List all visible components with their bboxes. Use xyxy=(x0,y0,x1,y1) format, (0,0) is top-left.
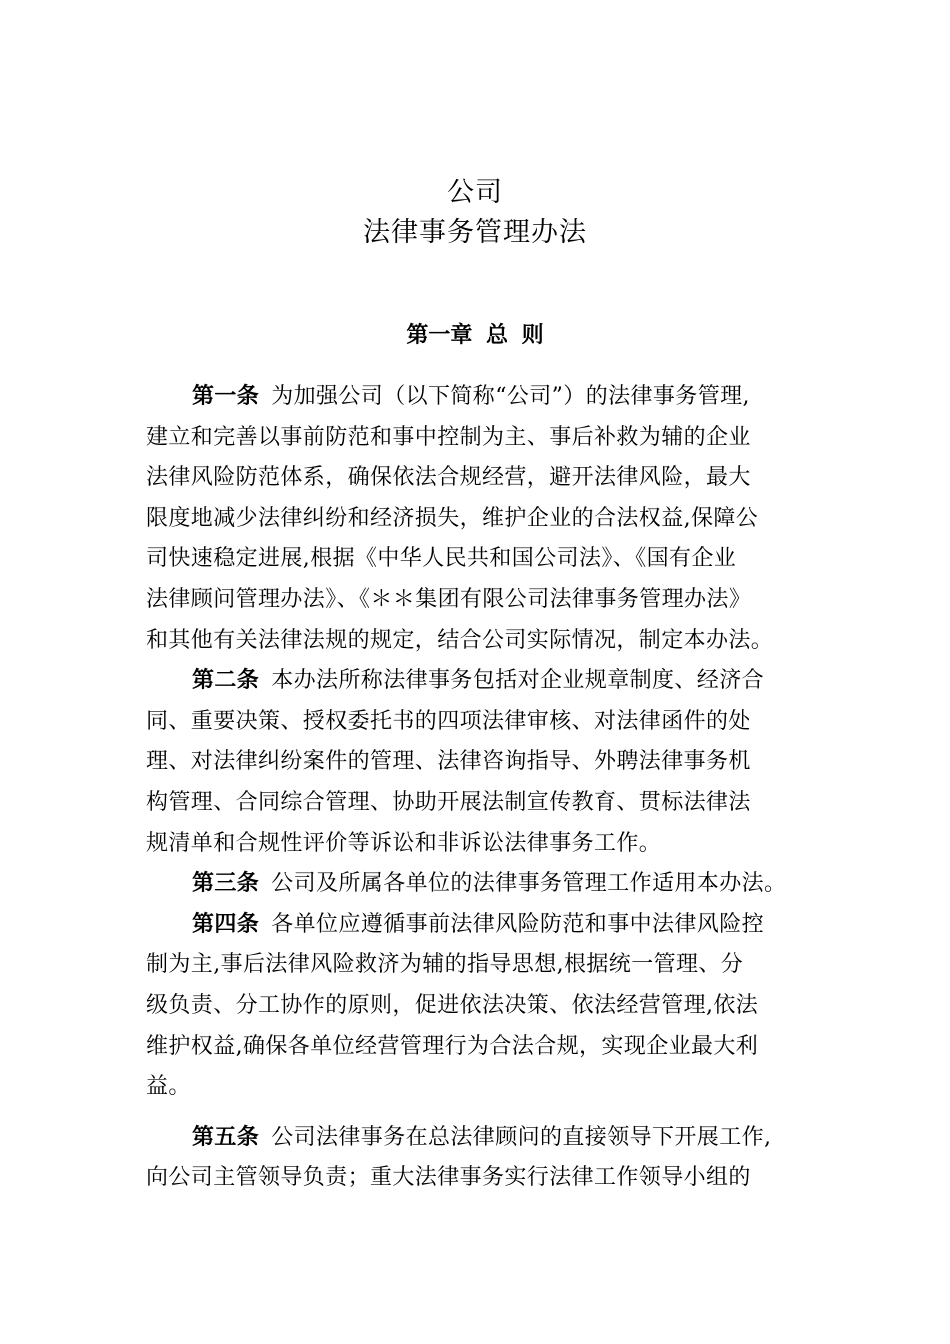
article-4-line-4: 维护权益,确保各单位经营管理行为合法合规，实现企业最大利 xyxy=(146,1033,759,1059)
document-title-line1: 公司 xyxy=(447,177,503,208)
article-1-line-2: 建立和完善以事前防范和事中控制为主、事后补救为辅的企业 xyxy=(146,424,751,450)
document-body xyxy=(146,377,836,1199)
article-text: 为加强公司（以下简称“公司”）的法律事务管理, xyxy=(271,384,750,409)
article-4-line-5: 益。 xyxy=(146,1074,191,1100)
article-1-line-6: 法律顾问管理办法》、《＊＊集团有限公司法律事务管理办法》 xyxy=(146,586,752,612)
article-5-label: 第五条 xyxy=(192,1124,260,1150)
article-4-line-3: 级负责、分工协作的原则，促进依法决策、依法经营管理,依法 xyxy=(146,992,759,1018)
article-2-line-2: 同、重要决策、授权委托书的四项法律审核、对法律函件的处 xyxy=(146,708,751,734)
article-1-line-4: 限度地减少法律纠纷和经济损失，维护企业的合法权益,保障公 xyxy=(146,505,759,531)
article-text: 公司法律事务在总法律顾问的直接领导下开展工作, xyxy=(271,1124,772,1150)
article-2-label: 第二条 xyxy=(192,668,260,694)
article-2-line-1 xyxy=(146,661,836,702)
document-title-line2: 法律事务管理办法 xyxy=(363,217,587,248)
article-text: 各单位应遵循事前法律风险防范和事中法律风险控 xyxy=(271,911,765,937)
article-1-line-5: 司快速稳定进展,根据《中华人民共和国公司法》、《国有企业 xyxy=(146,546,737,572)
article-4-label: 第四条 xyxy=(192,911,260,937)
article-1-label: 第一条 xyxy=(192,384,260,409)
article-5-line-2: 向公司主管领导负责；重大法律事务实行法律工作领导小组的 xyxy=(146,1165,751,1191)
article-1-line-3: 法律风险防范体系，确保依法合规经营，避开法律风险，最大 xyxy=(146,465,751,491)
article-2-line-5: 规清单和合规性评价等诉讼和非诉讼法律事务工作。 xyxy=(146,830,662,856)
article-text: 本办法所称法律事务包括对企业规章制度、经济合 xyxy=(271,668,765,694)
article-4-line-1 xyxy=(146,905,836,946)
article-5-line-1 xyxy=(146,1118,836,1159)
article-3-label: 第三条 xyxy=(192,871,260,897)
article-2-line-3: 理、对法律纠纷案件的管理、法律咨询指导、外聘法律事务机 xyxy=(146,749,751,775)
article-1-line-7: 和其他有关法律法规的规定，结合公司实际情况，制定本办法。 xyxy=(146,627,774,653)
chapter-heading: 第一章 总 则 xyxy=(406,323,544,348)
article-text: 公司及所属各单位的法律事务管理工作适用本办法。 xyxy=(271,871,787,897)
article-3-line-1 xyxy=(146,864,836,905)
article-2-line-4: 构管理、合同综合管理、协助开展法制宣传教育、贯标法律法 xyxy=(146,789,751,815)
article-1-line-1 xyxy=(146,377,836,418)
article-4-line-2: 制为主,事后法律风险救济为辅的指导思想,根据统一管理、分 xyxy=(146,952,744,978)
